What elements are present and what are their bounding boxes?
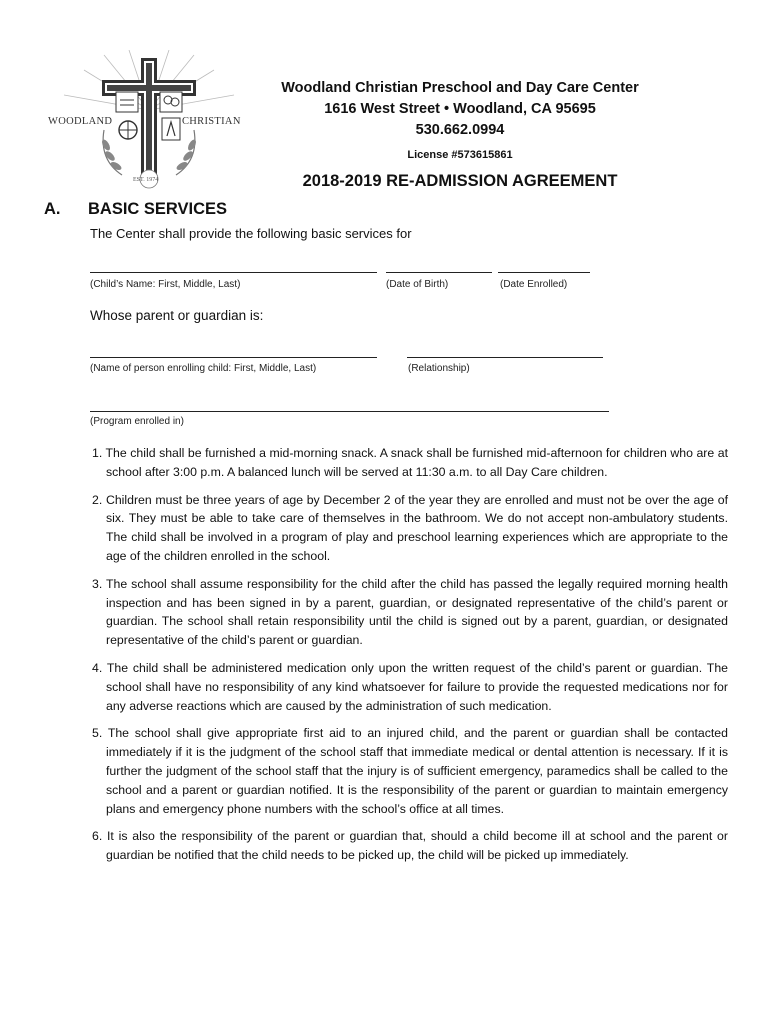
dob-label: (Date of Birth): [386, 279, 449, 290]
list-item: 4. The child shall be administered medication only upon the written request of the child’s parent or guardian. The school shall have no responsibility of any kind whatsoever for failure to provide the requested medications nor for any adverse reactions which are caused by the administration of such medication.: [92, 660, 728, 713]
list-item: 5. The school shall give appropriate first aid to an injured child, and the parent or guardian shall be contacted immediately if it is the judgment of the school staff that immediate medical or dental attention is necessary. If it is further the judgment of the school staff that the injury is of sufficient emergency, paramedics shall be called to the school and a parent or guardian notified. It is the responsibility of the parent or guardian to maintain emergency plans and emergency phone numbers with the school’s office at all times.: [92, 726, 728, 816]
logo-est: EST. 1974: [133, 177, 159, 183]
enroller-name-field[interactable]: [90, 357, 377, 358]
logo-word-left: WOODLAND: [48, 116, 113, 127]
program-label: (Program enrolled in): [90, 416, 184, 427]
enroller-name-label: (Name of person enrolling child: First, Middle, Last): [90, 363, 317, 374]
relationship-label: (Relationship): [408, 363, 470, 374]
list-item: 3. The school shall assume responsibility for the child after the child has passed the legally required morning health inspection and has been signed in by a parent, guardian, or designated representative of the child’s parent or guardian. The school shall retain responsibility until the child is signed out by a parent, guardian, or designated representative of the child’s parent or guardian.: [92, 576, 728, 648]
document-header: [250, 78, 670, 192]
services-list: [92, 444, 728, 874]
list-item: 6. It is also the responsibility of the parent or guardian that, should a child become ill at school and the parent or guardian be notified that the child needs to be picked up, the child will be picked up immediately.: [92, 829, 728, 863]
list-item: 2. Children must be three years of age by December 2 of the year they are enrolled and must not be over the age of six. They must be able to take care of themselves in the bathroom. We do not accept non-ambulatory students. The child shall be involved in a program of play and preschool learning experiences which are appropriate to the age of the children enrolled in the school.: [92, 492, 728, 563]
agreement-title: 2018-2019 RE-ADMISSION AGREEMENT: [302, 172, 618, 190]
date-enrolled-label: (Date Enrolled): [500, 279, 568, 290]
guardian-intro: Whose parent or guardian is:: [90, 308, 264, 323]
program-field[interactable]: [90, 411, 609, 412]
relationship-field[interactable]: [407, 357, 603, 358]
dob-field[interactable]: [386, 272, 492, 273]
license-number: License #573615861: [407, 149, 513, 161]
logo-word-right: CHRISTIAN: [182, 116, 241, 127]
org-name: Woodland Christian Preschool and Day Care Center: [281, 80, 639, 96]
list-item: 1. The child shall be furnished a mid-morning snack. A snack shall be furnished mid-afternoon for children who are at school after 3:00 p.m. A balanced lunch will be served at 11:30 a.m. to all Day Care children.: [92, 446, 728, 479]
section-letter: A.: [44, 200, 61, 218]
child-name-label: (Child’s Name: First, Middle, Last): [90, 279, 241, 290]
org-address: 1616 West Street • Woodland, CA 95695: [324, 101, 596, 117]
section-intro: The Center shall provide the following basic services for: [90, 226, 412, 241]
section-title: BASIC SERVICES: [88, 200, 228, 218]
date-enrolled-field[interactable]: [498, 272, 590, 273]
child-name-field[interactable]: [90, 272, 377, 273]
org-phone: 530.662.0994: [415, 122, 505, 138]
school-logo: [44, 50, 254, 190]
